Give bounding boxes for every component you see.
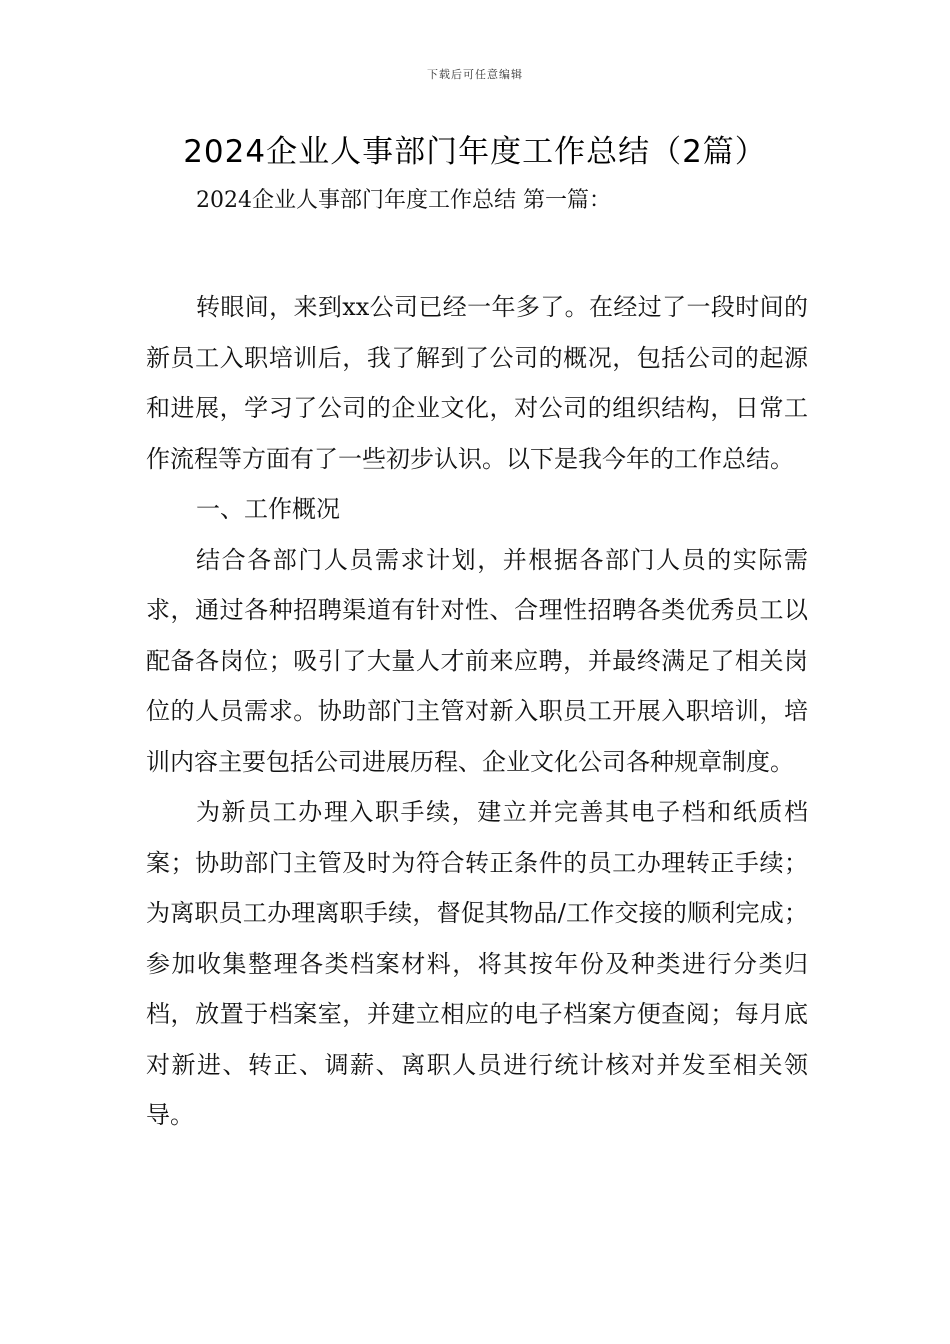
document-subtitle: 2024企业人事部门年度工作总结 第一篇： xyxy=(196,188,611,213)
paragraph-intro: 转眼间，来到xx公司已经一年多了。在经过了一段时间的新员工入职培训后，我了解到了公司的概况，包括公司的起源和进展，学习了公司的企业文化，对公司的组织结构，日常工作流程等方面有了一些初步认识。以下是我今年的工作总结。 xyxy=(146,293,808,473)
section-heading-work-overview: 一、工作概况 xyxy=(196,495,340,523)
paragraph-onboarding: 为新员工办理入职手续，建立并完善其电子档和纸质档案；协助部门主管及时为符合转正条件的员工办理转正手续；为离职员工办理离职手续，督促其物品/工作交接的顺利完成；参加收集整理各类档案材料，将其按年份及种类进行分类归档，放置于档案室，并建立相应的电子档案方便查阅；每月底对新进、转正、调薪、离职人员进行统计核对并发至相关领导。 xyxy=(146,798,808,1129)
paragraph-recruitment: 结合各部门人员需求计划，并根据各部门人员的实际需求，通过各种招聘渠道有针对性、合理性招聘各类优秀员工以配备各岗位；吸引了大量人才前来应聘，并最终满足了相关岗位的人员需求。协助部门主管对新入职员工开展入职培训，培训内容主要包括公司进展历程、企业文化公司各种规章制度。 xyxy=(146,545,808,776)
document-title: 2024企业人事部门年度工作总结（2篇） xyxy=(183,134,767,170)
header-note: 下载后可任意编辑 xyxy=(427,68,523,81)
document-body xyxy=(146,282,808,1141)
